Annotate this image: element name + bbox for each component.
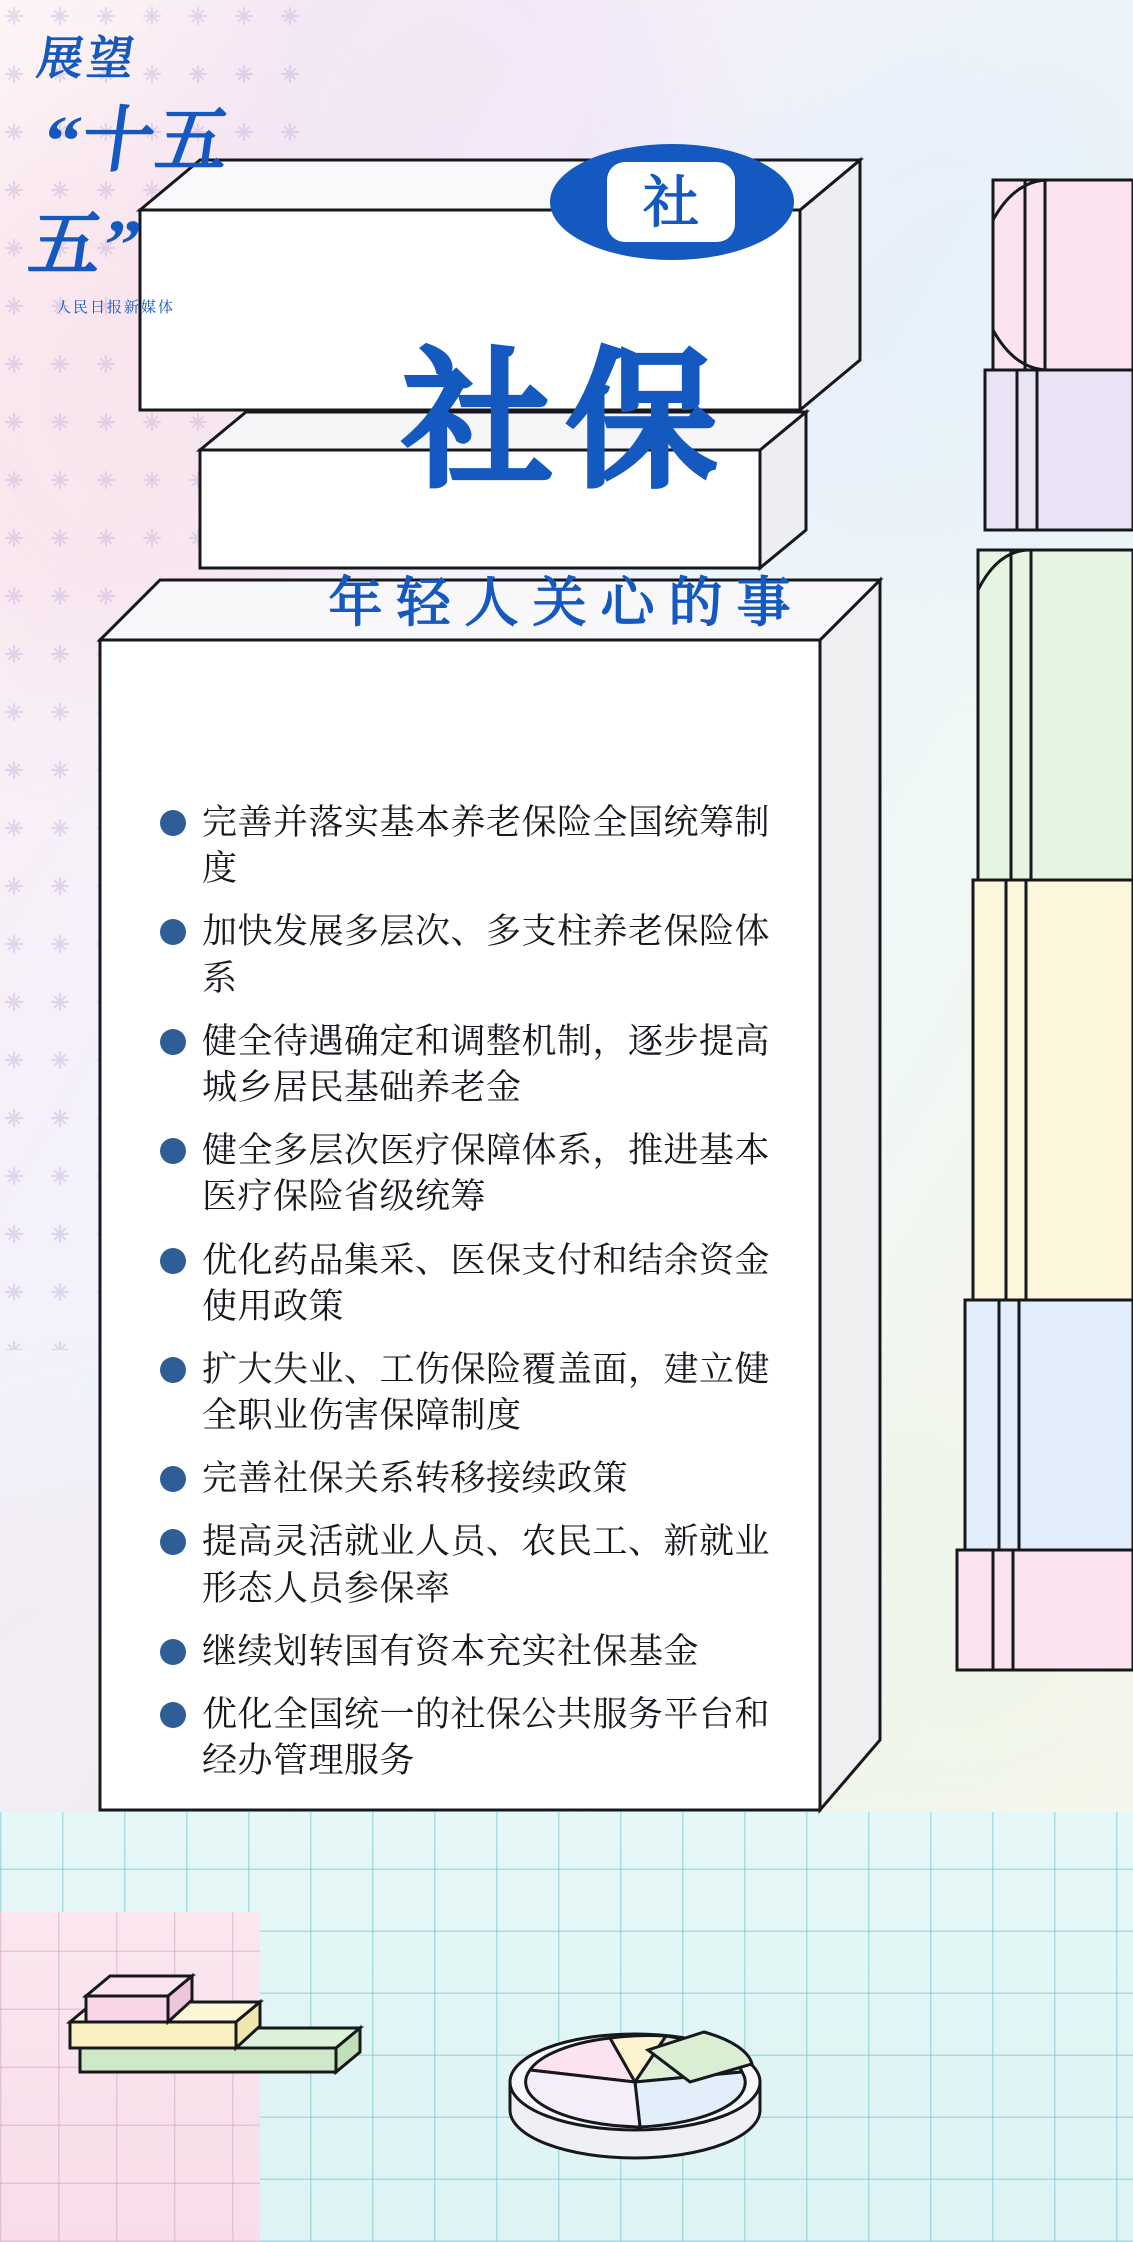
bullet-dot-icon (160, 919, 186, 945)
bullet-dot-icon (160, 1639, 186, 1665)
list-item (160, 1019, 800, 1111)
bullet-dot-icon (160, 810, 186, 836)
logo-line-3: 人民日报新媒体 (56, 300, 176, 316)
bullet-dot-icon (160, 1029, 186, 1055)
social-security-seal-icon (545, 140, 800, 265)
list-item (160, 1456, 800, 1502)
bullet-dot-icon (160, 1466, 186, 1492)
list-item-text: 提高灵活就业人员、农民工、新就业形态人员参保率 (202, 1522, 771, 1608)
list-item (160, 1519, 800, 1611)
list-item (160, 909, 800, 1001)
list-item-text: 完善社保关系转移接续政策 (202, 1459, 629, 1499)
list-item (160, 1128, 800, 1220)
bullet-dot-icon (160, 1357, 186, 1383)
page-subtitle: 年轻人关心的事 (328, 573, 805, 633)
pie-chart-disc (490, 1932, 780, 2162)
logo-line-1: 展望 (33, 33, 142, 84)
list-item-text: 扩大失业、工伤保险覆盖面，建立健全职业伤害保障制度 (202, 1349, 771, 1436)
list-item (160, 800, 800, 892)
list-item (160, 1629, 800, 1675)
list-item (160, 1238, 800, 1330)
bullet-dot-icon (160, 1529, 186, 1555)
list-item-text: 完善并落实基本养老保险全国统筹制度 (202, 803, 771, 889)
brand-logo (24, 22, 308, 316)
list-item (160, 1347, 800, 1439)
list-item-text: 继续划转国有资本充实社保基金 (202, 1631, 700, 1671)
list-item (160, 1692, 800, 1784)
list-item-text: 健全待遇确定和调整机制，逐步提高城乡居民基础养老金 (202, 1021, 771, 1107)
bar-chart-blocks (60, 1952, 380, 2102)
page-title: 社保 (402, 340, 731, 506)
list-item-text: 优化全国统一的社保公共服务平台和经办管理服务 (202, 1695, 771, 1781)
policy-list (160, 800, 800, 1801)
list-item-text: 加快发展多层次、多支柱养老保险体系 (202, 912, 771, 998)
list-item-text: 健全多层次医疗保障体系，推进基本医疗保险省级统筹 (202, 1131, 771, 1217)
seal-character: 社 (643, 173, 699, 235)
list-item-text: 优化药品集采、医保支付和结余资金使用政策 (202, 1240, 771, 1326)
bullet-dot-icon (160, 1138, 186, 1164)
logo-line-2: “十五五” (24, 101, 236, 285)
bullet-dot-icon (160, 1248, 186, 1274)
bullet-dot-icon (160, 1702, 186, 1728)
